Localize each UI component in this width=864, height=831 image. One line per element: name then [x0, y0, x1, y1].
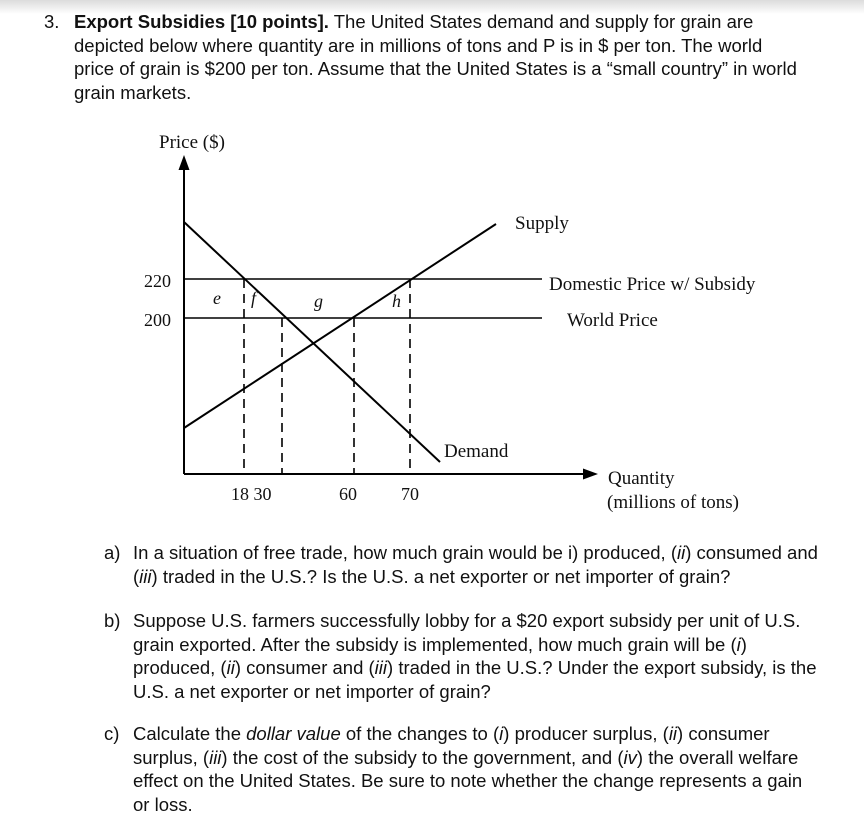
y-axis-label: Price ($) [159, 132, 225, 153]
question-text-italic: ii [668, 723, 678, 744]
price-axis-arrow [179, 155, 190, 170]
area-label-f: f [251, 288, 257, 308]
question-text-italic: ii [677, 542, 686, 563]
quantity-tick-70: 70 [401, 484, 419, 504]
question-text-run: ) produced, ( [133, 633, 747, 678]
question-text-run: ) consumed and ( [133, 542, 818, 587]
question-c-label: c) [104, 723, 120, 744]
supply-curve [184, 224, 496, 428]
question-text-run: Suppose U.S. farmers successfully lobby for a $20 export subsidy per unit of U.S. grain exported. After the subsidy is implemented, how much grain will be ( [133, 610, 801, 655]
question-text-run: of the changes to ( [340, 723, 500, 744]
world-price-label: World Price [567, 310, 658, 331]
question-text-italic: iii [209, 746, 222, 768]
question-text-italic: dollar value [246, 723, 341, 744]
demand-curve [184, 222, 440, 462]
price-tick-220: 220 [144, 271, 171, 291]
question-b [104, 609, 820, 703]
question-c-text [133, 722, 820, 816]
price-tick-200: 200 [144, 310, 171, 330]
domestic-price-label: Domestic Price w/ Subsidy [549, 274, 756, 295]
area-label-h: h [392, 291, 401, 311]
question-text-run: ) consumer and ( [234, 657, 375, 678]
question-a-text [133, 541, 820, 588]
question-text-run: In a situation of free trade, how much grain would be i) produced, ( [133, 542, 677, 563]
supply-label: Supply [515, 213, 569, 234]
quantity-tick-60: 60 [339, 484, 357, 504]
question-text-run: Calculate the [133, 723, 247, 744]
x-axis-label-line1: Quantity [608, 468, 675, 489]
x-axis-label-line2: (millions of tons) [607, 492, 739, 513]
question-text-run: ) traded in the U.S.? Under the export subsidy, is the U.S. a net exporter or net importer of grain? [133, 657, 817, 702]
question-b-text [133, 609, 820, 703]
question-text-italic: i [499, 723, 504, 744]
question-text-run: ) the cost of the subsidy to the government, and ( [221, 746, 624, 768]
question-text-italic: iii [139, 565, 152, 587]
problem-intro: The United States demand and supply for grain are depicted below where quantity are in millions of tons and P is in $ per ton. The world price of grain is $200 per ton. Assume that the United States is a “small country” in world grain markets. [74, 11, 797, 103]
question-text-italic: i [736, 633, 741, 655]
question-a [104, 541, 820, 588]
area-label-e: e [213, 288, 221, 308]
problem-title: Export Subsidies [10 points]. [74, 11, 329, 32]
problem-number: 3. [44, 11, 60, 32]
question-text-run: ) producer surplus, ( [503, 723, 669, 744]
question-text-italic: ii [226, 657, 235, 678]
question-text-run: ) consumer surplus, ( [133, 723, 770, 768]
question-text-italic: iv [623, 746, 637, 768]
area-label-g: g [314, 291, 323, 311]
question-text-run: ) the overall welfare effect on the United States. Be sure to note whether the change represents a gain or loss. [133, 746, 803, 815]
quantity-axis-arrow [583, 469, 598, 480]
question-b-label: b) [104, 610, 121, 631]
quantity-tick-18-30: 18 30 [231, 484, 272, 504]
question-a-label: a) [104, 542, 121, 563]
question-text-run: ) traded in the U.S.? Is the U.S. a net exporter or net importer of grain? [151, 565, 731, 587]
question-c [104, 722, 820, 816]
question-text-italic: iii [374, 657, 388, 678]
demand-label: Demand [444, 441, 509, 462]
